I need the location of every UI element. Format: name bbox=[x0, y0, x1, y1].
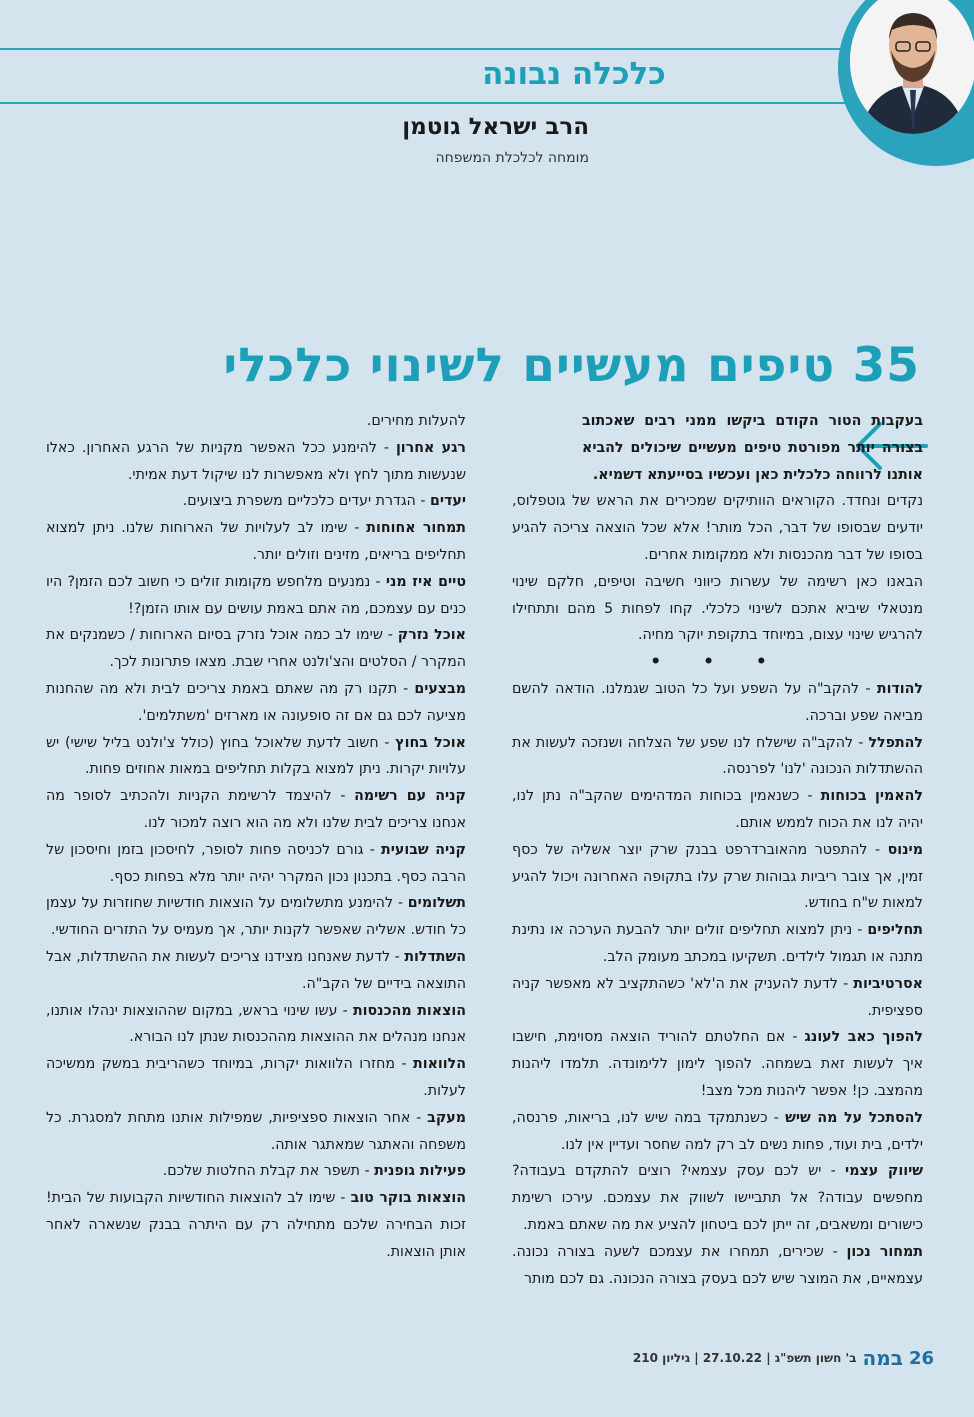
issue-info: ב' חשון תשפ"ג | 27.10.22 | גיליון 210 bbox=[632, 1351, 857, 1365]
tip-item: מבצעים - תקנו רק מה שאתם באמת צריכים לבית ולא מה שהחנות מציעה לכם גם אם זה סופעונה או מארזים 'משתלמים'. bbox=[46, 680, 466, 724]
header-rule-top bbox=[0, 48, 866, 50]
tip-item: רגע אחרון - להימנע ככל האפשר מקניות של הרגע האחרון. כאלו שנעשות מתוך לחץ ולא מאפשרות לנו שיקול דעת אמיתי. bbox=[46, 439, 466, 483]
tip-item: הלוואות - מחזרו הלוואות יקרות, במיוחד כשהריבית במשק ממשיכה לעלות. bbox=[46, 1056, 466, 1099]
tip-item: תשלומים - להימנע מתשלומים על הוצאות חודשיות שחוזרות על עצמן כל חודש. אשליה שאפשר לקנות יותר, אך מעמיס על התזרים החודשי. bbox=[46, 895, 466, 939]
article-column-left bbox=[46, 408, 466, 1266]
author-photo bbox=[838, 0, 974, 166]
section-divider: • • • bbox=[650, 652, 785, 673]
article-column-right bbox=[512, 408, 923, 1292]
tip-item: להסתכל על מה שיש - כשנתמקד במה שיש לנו, בריאות, פרנסה, ילדים, בית ועוד, פחות נשים לב רק למה שחסר ועדיין אין לנו. bbox=[512, 1109, 923, 1153]
person-icon bbox=[850, 0, 974, 134]
tip-item: פעילות גופנית - תשפר את קבלת החלטות שלכם. bbox=[162, 1163, 466, 1180]
tip-item: קניה עם רשימה - להיצמד לרשימת הקניות ולהכתיב לסופר מה אנחנו צריכים לבית שלנו ולא מה הוא רוצה למכור לנו. bbox=[46, 788, 467, 831]
page-footer bbox=[633, 1346, 934, 1370]
tip-item: תמחור אחוחות - שימו לב לעלויות של הארוחות שלנו. ניתן למצוא תחליפים בריאים, מזינים וזולים יותר. bbox=[46, 520, 466, 563]
author-role: מומחה לכלכלת המשפחה bbox=[435, 150, 589, 166]
article-title: 35 טיפים מעשיים לשינוי כלכלי bbox=[223, 338, 920, 393]
author-avatar bbox=[850, 0, 974, 134]
tip-item: אוכל בחוץ - חשוב לדעת שלאוכל בחוץ (כולל צ'ולנט בליל שישי) יש עלויות יקרות. ניתן למצוא בקלות תחליפים במאות אחוזים פחות. bbox=[46, 734, 466, 778]
tip-item: להעלות מחירים. bbox=[366, 413, 466, 429]
tip-item: אוכל נזרק - שימו לב כמה אוכל נזרק בסיום הארוחות / כשמנקים את המקרר / הסלטים והצ'ולנט אחרי שבת. מצאו פתרונות לכך. bbox=[46, 627, 466, 671]
author-name: הרב ישראל גוטמן bbox=[402, 114, 589, 140]
tip-item: תמחור נכון - שכירים, תמחרו את עצמכם לשעה בצורה נכונה. עצמאיים, את המוצר שיש לכם בעסק בצורה הנכונה. גם לכם מותר bbox=[512, 1243, 923, 1287]
paragraph: הבאנו כאן רשימה של עשרות כיווני חשיבה וטיפים, חלקם שינוי מנטאלי שיביא אתכם לשינוי כלכלי. קחו לפחות 5 מהם ותתחילו להרגיש שינוי עצום, במיוחד בתקופת יוקר מחיה. bbox=[512, 573, 923, 644]
tip-item: תחליפים - ניתן למצוא תחליפים זולים יותר להבעת הערכה או נתינת מתנה או תגמול לילדים. תשקיעו במכתב מעומק הלב. bbox=[512, 922, 923, 965]
tip-item: שיווק עצמי - יש לכם עסק עצמאי? רוצים להתקדם בעבודה? מחפשים עבודה? אל תתביישו לשווק את עצמכם. עירכו רשימת כישורים ומשאבים, זה ייתן לכם ביטחון להציע את מה שאתם באמת. bbox=[512, 1163, 924, 1233]
tip-item: להפוך כאב לעונג - אם החלטתם להוריד הוצאה מסוימת, חישבו איך לעשות זאת בשמחה. להפוך לימון ללימונדה. תלמדו ליהנות מהמצב. כן! אפשר ליהנות מכל מצב! bbox=[512, 1029, 924, 1099]
tip-item: יעדים - הגדרת יעדים כלכליים משפרת ביצועים. bbox=[182, 493, 466, 510]
tip-item: טיים איז מני - נמנעים מלחפש מקומות זולים כי חשוב לכם הזמן? היו כנים עם עצמכם, מה אתם באמת עושים עם אותו הזמן?! bbox=[46, 573, 466, 617]
tip-item: להאמין בכוחות - כשנאמין בכוחות המדהימים שהקב"ה נתן לנו, יהיה לנו את הכוח לממש אותם. bbox=[512, 788, 923, 831]
magazine-logo: במה bbox=[862, 1346, 903, 1370]
page-number: 26 bbox=[908, 1347, 934, 1369]
tip-item: הוצאות בוקר טוב - שימו לב להוצאות החודשיות הקבועות של הבית! זכות הבחירה שלכם מתחילה רק עם היתרה בבנק שנשארה לאחר אותן הוצאות. bbox=[46, 1190, 466, 1260]
section-title: כלכלה נבונה bbox=[482, 56, 666, 92]
tip-item: להודות - להקב"ה על השפע ועל כל הטוב שגמלנו. הודאה להשם מביאה שפע וברכה. bbox=[512, 680, 923, 724]
header-rule-bottom bbox=[0, 102, 866, 104]
tip-item: קניה שבועית - גורם לכניסה פחות לסופר, לחיסכון בזמן וחיסכון של הרבה כסף. בתכנון נכון המקרר יהיה יותר מלא בפחות כסף. bbox=[46, 841, 467, 885]
tip-item: מעקב - אחר הוצאות ספציפיות, שמפילות אותנו מתחת למסגרת. כל משפחה והאתגר שמאתגר אותה. bbox=[46, 1109, 466, 1153]
tip-item: אסרטיביות - לדעת להעניק את ה'לא' כשהתקציב לא מאפשר קניה ספציפית. bbox=[512, 975, 923, 1019]
tip-item: להתפלל - להקב"ה שישלח לנו שפע של הצלחה ושנזכה לעשות את ההשתדלות הנכונה 'לנו' לפרנסה. bbox=[512, 734, 923, 778]
tip-item: השתדלות - לדעת שאנחנו מצידנו צריכים לעשות את ההשתדלות, אבל התוצאה בידיים של הקב"ה. bbox=[46, 948, 466, 992]
paragraph: נקדים ונחדד. הקוראים הוותיקים שמכירים את הראש של גוטפלוס, יודעים שבסופו של דבר, הכל מותר! אלא שכל הוצאה צריכה להגיע בסופו של דבר מהכנסות ולא ממקומות אחרים. bbox=[512, 493, 923, 563]
tip-item: הוצאות מהכנסות - עשו שינוי בראש, במקום שההוצאות ינהלו אותנו, אנחנו מנהלים את ההוצאות מההכנסות שנתן לנו הבורא. bbox=[46, 1002, 466, 1046]
tip-item: מינוס - להתפטר מהאוברדרפט בבנק שרק יוצר אשליה של כסף זמין, אך צובר ריביות גבוהות שרק עלו בתקופה האחרונה ויכול להגיע למאות ש"ח בחודש. bbox=[512, 841, 923, 912]
article-intro: בעקבות הטור הקודם ביקשו ממני רבים שאכתוב בצורה יותר מפורטת טיפים מעשיים שיכולים להביא אותנו לרווחה כלכלית כאן ועכשיו בסייעתא דשמיא. bbox=[582, 413, 923, 483]
